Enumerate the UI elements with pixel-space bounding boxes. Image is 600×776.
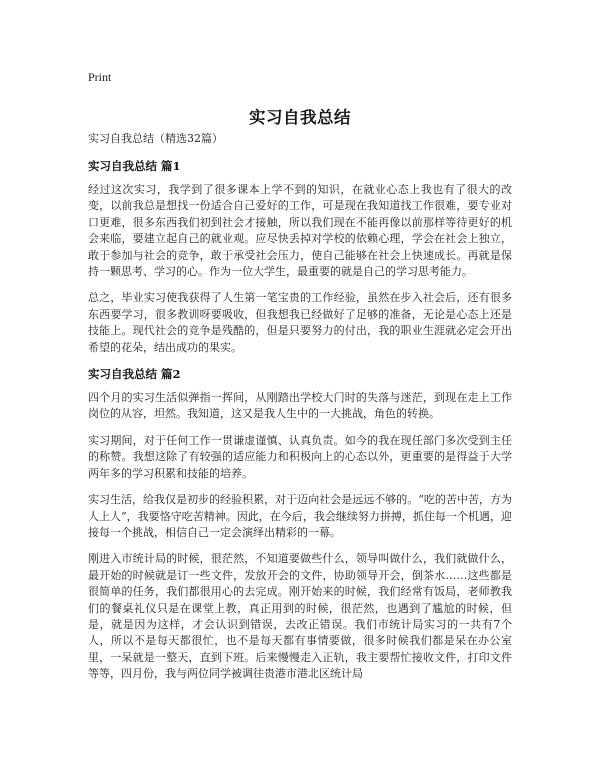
paragraph: 总之，毕业实习使我获得了人生第一笔宝贵的工作经验，虽然在步入社会后，还有很多东西要学习，很多教训呀要吸收，但我想我已经做好了足够的准备，无论是心态上还是技能上。现代社会的竞争是残酷的，但是只要努力的付出，我的职业生涯就必定会开出希望的花朵，结出成功的果实。	[88, 291, 512, 354]
print-label: Print	[88, 70, 112, 84]
section-heading-1: 实习自我总结 篇1	[88, 159, 181, 173]
document-title: 实习自我总结	[249, 108, 351, 127]
document-body	[88, 130, 512, 693]
section-heading-2: 实习自我总结 篇2	[88, 367, 181, 382]
paragraph: 实习期间，对于任何工作一贯谦虚谨慎、认真负责。如今的我在现任部门多次受到主任的称赞。我想这除了有较强的适应能力和积极向上的心态以外，更重要的是得益于大学两年多的学习积累和技能的培养。	[88, 433, 512, 480]
paragraph: 刚进入市统计局的时候，很茫然，不知道要做些什么，领导叫做什么，我们就做什么，最开始的时候就是订一些文件，发放开会的文件，协助领导开会，倒茶水……这些都是很简单的任务，我们都很用心的去完成。刚开始来的时候，我们经常有饭局，老师教我们的餐桌礼仪只是在课堂上教，真正用到的时候，很茫然，也遇到了尴尬的时候，但是，就是因为这样，才会认识到错误，去改正错误。我们市统计局实习的一共有7个人，所以不是每天都很忙，也不是每天都有事情要做，很多时候我们都是呆在办公室里，一呆就是一整天，直到下班。后来慢慢走入正轨，我主要帮忙接收文件，打印文件等等，四月份，我与两位同学被调往贵港市港北区统计局	[88, 552, 512, 681]
paragraph: 实习生活，给我仅是初步的经验积累，对于迈向社会是远远不够的。“吃的苦中苦，方为人上人”，我要恪守吃苦精神。因此，在今后，我会继续努力拼搏，抓住每一个机遇，迎接每一个挑战，相信自己一定会演绎出精彩的一幕。	[88, 493, 512, 539]
paragraph: 经过这次实习，我学到了很多课本上学不到的知识，在就业心态上我也有了很大的改变，以前我总是想找一份适合自己爱好的工作，可是现在我知道找工作很难，要专业对口更难，很多东西我们初到社会才接触，所以我们现在不能再像以前那样等待更好的机会来临，要建立起自己的就业观。应尽快丢掉对学校的依赖心理，学会在社会上独立，敢于参加与社会的竞争，敢于承受社会压力，使自己能够在社会上快速成长。再就是保持一颗思考、学习的心。作为一位大学生，最重要的就是自己的学习思考能力。	[88, 183, 512, 279]
paragraph: 四个月的实习生活似弹指一挥间，从刚踏出学校大门时的失落与迷茫，到现在走上工作岗位的从容，坦然。我知道，这又是我人生中的一大挑战，角色的转换。	[88, 391, 512, 421]
document-subtitle: 实习自我总结（精选32篇）	[88, 132, 223, 145]
